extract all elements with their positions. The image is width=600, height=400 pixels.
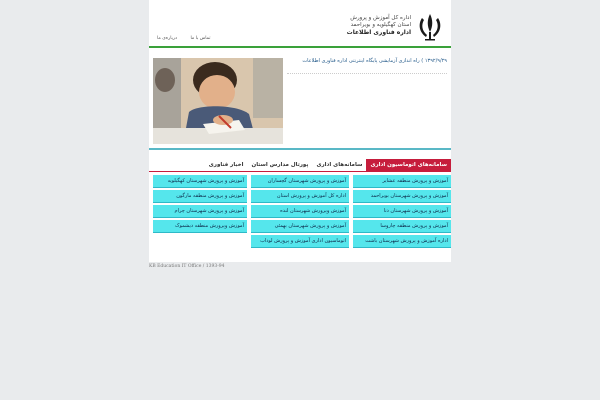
grid-link[interactable]: آموزش و پرورش منطقه چاروسا <box>353 220 451 233</box>
grid-link[interactable]: آموزش و پرورش شهرستان دنا <box>353 205 451 218</box>
iran-emblem-icon <box>417 12 443 42</box>
header <box>149 0 451 46</box>
top-links <box>157 36 223 41</box>
grid-link[interactable]: آموزش و پرورش شهرستان گچساران <box>251 175 349 188</box>
tab-tech-news[interactable]: اخبار فناوری <box>208 162 244 168</box>
grid-link[interactable]: اتوماسیون اداری آموزش و پرورش لوداب <box>251 235 349 248</box>
grid-link[interactable]: آموزش و پرورش شهرستان بهمئی <box>251 220 349 233</box>
about-link[interactable]: درباره‌ی ما <box>157 36 178 41</box>
student-photo-image <box>153 58 283 144</box>
news-date: ۱۳۹۲/۹/۲۹ <box>424 58 447 64</box>
org-title <box>347 15 411 37</box>
news-text[interactable]: راه اندازی آزمایشی پایگاه اینترنتی اداره فناوری اطلاعات <box>302 58 420 64</box>
tab-office-automation[interactable]: سامانه‌های اتوماسیون اداری <box>366 159 451 172</box>
org-line-2: استان کهگیلویه و بویراحمد <box>350 22 411 28</box>
student-photo <box>153 58 283 144</box>
header-divider <box>149 46 451 48</box>
grid-link[interactable]: آموزش و پرورش شهرستان کهگیلویه <box>153 175 247 188</box>
footer-text: KB Education IT Office / 1393-94 <box>149 264 225 269</box>
tab-admin-systems[interactable]: سامانه‌های اداری <box>316 162 363 168</box>
page-container <box>149 0 451 262</box>
grid-link[interactable]: آموزش وپرورش منطقه دیشموک <box>153 220 247 233</box>
grid-link[interactable]: آموزش و پرورش شهرستان بویراحمد <box>353 190 451 203</box>
contact-link[interactable]: تماس با ما <box>190 36 211 41</box>
tab-schools-portal[interactable]: پورتال مدارس استان <box>251 162 309 168</box>
news-item[interactable]: ۱۳۹۲/۹/۲۹ ) راه اندازی آزمایشی پایگاه اینترنتی اداره فناوری اطلاعات <box>287 58 447 74</box>
tab-underline <box>149 171 451 172</box>
grid-link[interactable]: اداره کل آموزش و پرورش استان <box>251 190 349 203</box>
grid-link[interactable]: اداره آموزش و پرورش شهرستان باشت <box>353 235 451 248</box>
org-line-1: اداره کل آموزش و پرورش <box>350 15 411 21</box>
org-line-3: اداره فناوری اطلاعات <box>346 29 411 36</box>
grid-link[interactable]: آموزش و پرورش منطقه مارگون <box>153 190 247 203</box>
grid-link[interactable]: آموزش و پرورش منطقه عشایر <box>353 175 451 188</box>
grid-link[interactable]: آموزش و پرورش شهرستان چرام <box>153 205 247 218</box>
section-divider <box>149 148 451 150</box>
grid-link[interactable]: آموزش وپرورش شهرستان لنده <box>251 205 349 218</box>
